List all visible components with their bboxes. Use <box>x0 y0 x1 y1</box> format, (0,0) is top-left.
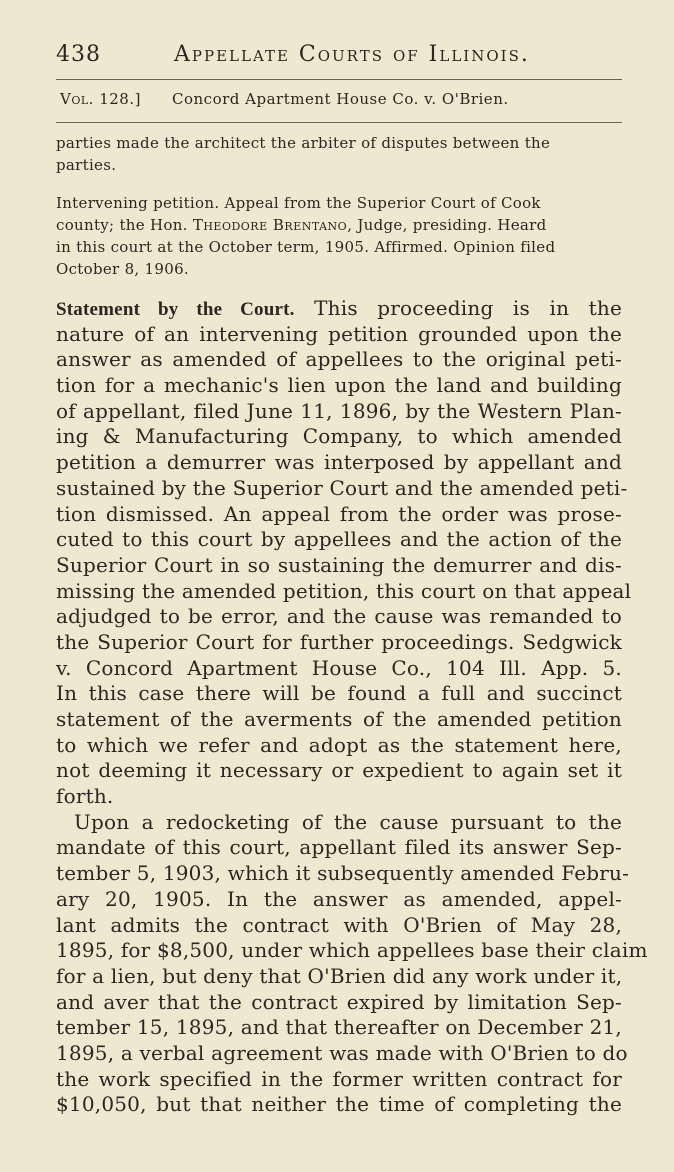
statement-line: tion dismissed. An appeal from the order was prose- <box>56 501 622 526</box>
statement-line: forth. <box>56 784 114 809</box>
paragraph-line: ary 20, 1905. In the answer as amended, appel- <box>56 886 622 911</box>
statement-line: petition a demurrer was interposed by appellant and <box>56 450 622 475</box>
header-rule <box>56 79 622 80</box>
statement-line: Superior Court in so sustaining the demurrer and dis- <box>56 552 622 577</box>
syllabus-line: parties. <box>56 156 117 174</box>
running-title: Appellate Courts of Illinois. <box>174 42 530 67</box>
paragraph-line: tember 5, 1903, which it subsequently amended Febru- <box>56 861 630 886</box>
procedural-line: October 8, 1906. <box>56 260 189 278</box>
page-number: 438 <box>56 42 101 67</box>
procedural-line: Intervening petition. Appeal from the Superior Court of Cook <box>56 194 541 212</box>
statement-line: missing the amended petition, this court on that appeal <box>56 578 632 603</box>
procedural-line: in this court at the October term, 1905. Affirmed. Opinion filed <box>56 238 556 256</box>
paragraph-line: for a lien, but deny that O'Brien did any work under it, <box>56 963 623 988</box>
statement-line: statement of the averments of the amended petition <box>56 707 622 731</box>
procedural-line-judge <box>56 214 622 236</box>
procedural-history <box>56 192 622 280</box>
syllabus-fragment <box>56 132 622 176</box>
volume-label: Vol. 128.] <box>60 90 141 108</box>
judge-suffix: , Judge, presiding. Heard <box>347 216 547 234</box>
statement-line: to which we refer and adopt as the statement here, <box>56 732 622 757</box>
statement-line: v. Concord Apartment House Co., 104 Ill. App. 5. <box>56 655 622 680</box>
caption-rule <box>56 122 622 123</box>
judge-prefix: county; the Hon. <box>56 216 193 234</box>
case-caption: Concord Apartment House Co. v. O'Brien. <box>172 90 509 108</box>
statement-line: ing & Manufacturing Company, to which amended <box>56 424 622 449</box>
statement-line: not deeming it necessary or expedient to again set it <box>56 758 622 783</box>
paragraph-line: lant admits the contract with O'Brien of May 28, <box>56 912 622 937</box>
statement-line: In this case there will be found a full and succinct <box>56 681 622 706</box>
statement-line: answer as amended of appellees to the original peti- <box>56 347 622 372</box>
statement-line: of appellant, filed June 11, 1896, by the Western Plan- <box>56 398 622 423</box>
paragraph-line: 1895, a verbal agreement was made with O'Brien to do <box>56 1040 628 1065</box>
paragraph-line: 1895, for $8,500, under which appellees base their claim <box>56 938 648 963</box>
statement-line: adjudged to be error, and the cause was remanded to <box>56 604 622 629</box>
judge-name: Theodore Brentano <box>192 216 348 234</box>
statement-line: nature of an intervening petition grounded upon the <box>56 321 622 346</box>
statement-line: the Superior Court for further proceedings. Sedgwick <box>56 629 622 654</box>
statement-line: sustained by the Superior Court and the amended peti- <box>56 475 628 500</box>
paragraph-line: and aver that the contract expired by limitation Sep- <box>56 989 622 1014</box>
statement-line: tion for a mechanic's lien upon the land and building <box>56 373 622 398</box>
paragraph-line: tember 15, 1895, and that thereafter on December 21, <box>56 1015 622 1040</box>
statement-body <box>56 296 648 1118</box>
syllabus-line: parties made the architect the arbiter of disputes between the <box>56 134 551 152</box>
case-caption-line <box>60 90 620 108</box>
statement-first-line <box>56 296 622 322</box>
paragraph-line: the work specified in the former written contract for <box>56 1066 622 1091</box>
paragraph-line: Upon a redocketing of the cause pursuant to the <box>74 809 622 834</box>
page-header <box>56 42 622 76</box>
statement-line: This proceeding is in the <box>294 296 622 320</box>
statement-line: cuted to this court by appellees and the action of the <box>56 527 622 552</box>
statement-lead: Statement by the Court. <box>56 299 295 320</box>
paragraph-line: $10,050, but that neither the time of completing the <box>56 1092 622 1117</box>
paragraph-line: mandate of this court, appellant filed its answer Sep- <box>56 835 622 860</box>
